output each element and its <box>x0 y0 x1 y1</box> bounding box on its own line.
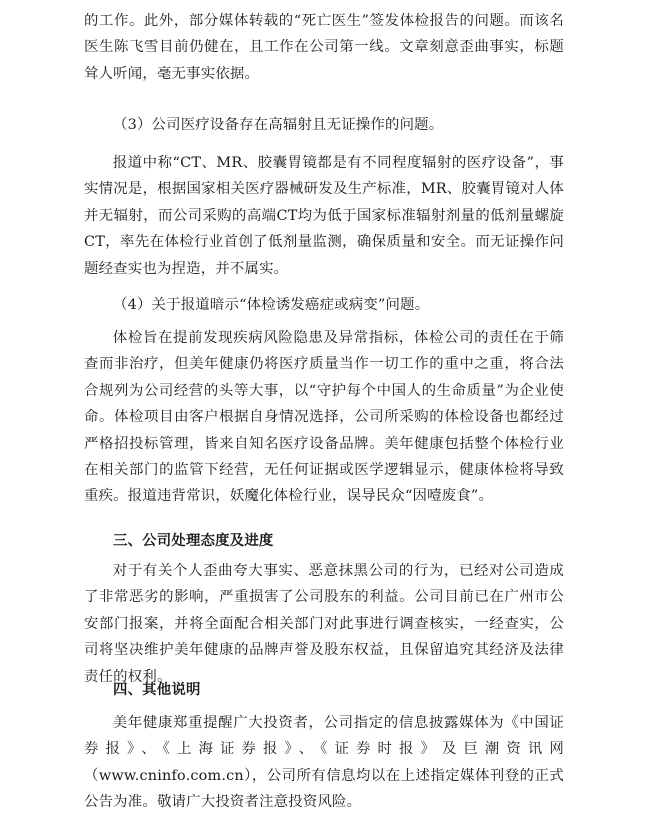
section-3-heading: 三、公司处理态度及进度 <box>113 532 274 549</box>
item-4-body: 体检旨在提前发现疾病风险隐患及异常指标，体检公司的责任在于筛查而非治疗，但美年健康仍将医疗质量当作一切工作的重中之重，将合法合规列为公司经营的头等大事，以“守护每个中国人的生命质量”为企业使命。体检项目由客户根据自身情况选择，公司所采购的体检设备也都经过严格招投标管理，皆来自知名医疗设备品牌。美年健康包括整个体检行业在相关部门的监管下经营，无任何证据或医学逻辑显示，健康体检将导致重疾。报道违背常识，妖魔化体检行业，误导民众“因噎废食”。 <box>84 330 564 505</box>
section-4-body: 美年健康郑重提醒广大投资者，公司指定的信息披露媒体为《中国证券报》、《上海证券报》、《证券时报》及巨潮资讯网（www.cninfo.com.cn），公司所有信息均以在上述指定媒体刊登的正式公告为准。敬请广大投资者注意投资风险。 <box>84 715 564 811</box>
item-3-body: 报道中称“CT、MR、胶囊胃镜都是有不同程度辐射的医疗设备”，事实情况是，根据国家相关医疗器械研发及生产标准，MR、胶囊胃镜对人体并无辐射，而公司采购的高端CT均为低于国家标准辐射剂量的低剂量螺旋CT，率先在体检行业首创了低剂量监测，确保质量和安全。而无证操作问题经查实也为捏造，并不属实。 <box>84 155 564 277</box>
section-3-body: 对于有关个人歪曲夸大事实、恶意抹黑公司的行为，已经对公司造成了非常恶劣的影响，严重损害了公司股东的利益。公司目前已在广州市公安部门报案，并将全面配合相关部门对此事进行调查核实，一经查实，公司将坚决维护美年健康的品牌声誉及股东权益，且保留追究其经济及法律责任的权利。 <box>84 563 564 685</box>
intro-paragraph: 的工作。此外，部分媒体转载的“死亡医生”签发体检报告的问题。而该名医生陈飞雪目前仍健在，且工作在公司第一线。文章刻意歪曲事实，标题耸人听闻，毫无事实依据。 <box>84 13 564 82</box>
item-3-title: （3）公司医疗设备存在高辐射且无证操作的问题。 <box>113 117 444 133</box>
item-4-title: （4）关于报道暗示“体检诱发癌症或病变”问题。 <box>113 297 430 313</box>
section-4-heading: 四、其他说明 <box>113 681 201 698</box>
